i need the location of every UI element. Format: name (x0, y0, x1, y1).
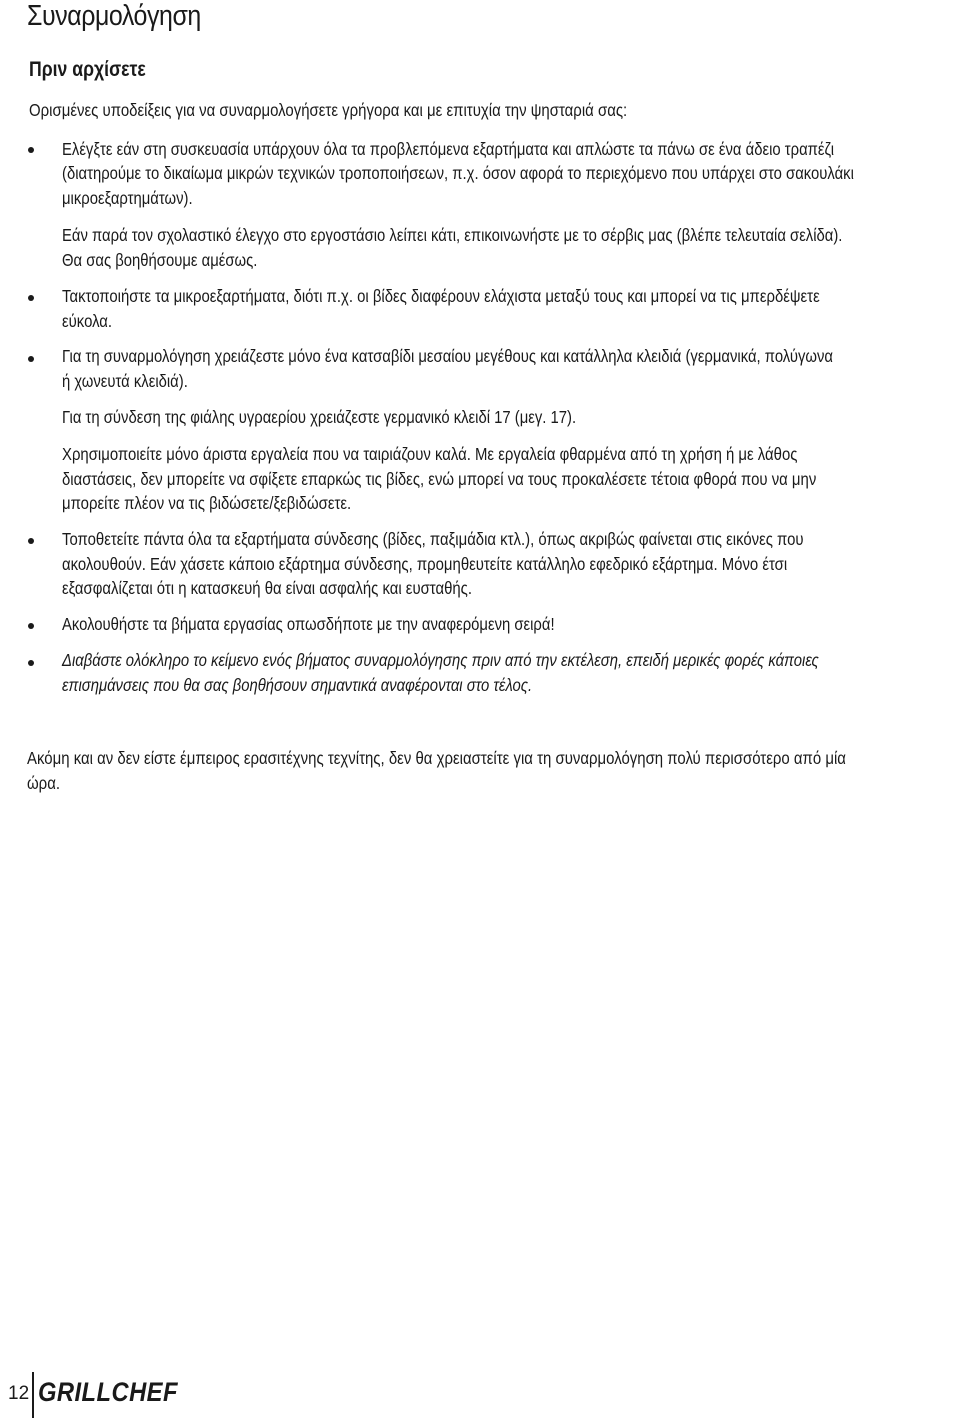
section-heading: Πριν αρχίσετε (29, 58, 146, 81)
bullet1-line3: μικροεξαρτημάτων). (62, 188, 193, 208)
intro-text: Ορισμένες υποδείξεις για να συναρμολογήσετε γρήγορα και με επιτυχία την ψησταριά σας: (29, 100, 628, 120)
bullet-dot (28, 356, 34, 362)
bullet2-line2: εύκολα. (62, 311, 113, 331)
page-title: Συναρμολόγηση (27, 0, 201, 32)
footer-divider (32, 1372, 34, 1418)
bullet1-line2: (διατηρούμε το δικαίωμα μικρών τεχνικών τροποποιήσεων, π.χ. όσον αφορά το περιεχόμενο που υπάρχει στο σακουλάκι (62, 163, 854, 183)
bullet4-line2: ακολουθούν. Εάν χάσετε κάποιο εξάρτημα σύνδεσης, προμηθευτείτε κατάλληλο εφεδρικό εξάρτημα. Μόνο έτσι (62, 554, 788, 574)
page-number: 12 (8, 1383, 30, 1404)
bullet3-note2-line1: Χρησιμοποιείτε μόνο άριστα εργαλεία που να ταιριάζουν καλά. Με εργαλεία φθαρμένα από τη χρήση ή με λάθος (62, 444, 798, 464)
bullet1-note-line1: Εάν παρά τον σχολαστικό έλεγχο στο εργοστάσιο λείπει κάτι, επικοινωνήστε με το σέρβις μας (βλέπε τελευταία σελίδα). (62, 225, 843, 245)
bullet-dot (28, 623, 34, 629)
bullet-dot (28, 147, 34, 153)
bullet3-line2: ή χωνευτά κλειδιά). (62, 371, 188, 391)
bullet3-note1: Για τη σύνδεση της φιάλης υγραερίου χρειάζεστε γερμανικό κλειδί 17 (μεγ. 17). (62, 407, 577, 427)
bullet5-text: Ακολουθήστε τα βήματα εργασίας οπωσδήποτε με την αναφερόμενη σειρά! (62, 614, 555, 634)
closing-line2: ώρα. (27, 773, 61, 793)
bullet-dot (28, 660, 34, 666)
bullet3-note2-line2: διαστάσεις, δεν μπορείτε να σφίξετε επαρκώς τις βίδες, ενώ μπορεί να τους προκαλέσετε τέτοια φθορά που να μην (62, 469, 817, 489)
bullet6-line2: επισημάνσεις που θα σας βοηθήσουν σημαντικά αναφέρονται στο τέλος. (62, 675, 533, 695)
bullet-dot (28, 295, 34, 301)
bullet1-note-line2: Θα σας βοηθήσουμε αμέσως. (62, 250, 258, 270)
bullet2-line1: Τακτοποιήστε τα μικροεξαρτήματα, διότι π.χ. οι βίδες διαφέρουν ελάχιστα μεταξύ τους και μπορεί να τις μπερδέψετε (62, 286, 820, 306)
bullet4-line1: Τοποθετείτε πάντα όλα τα εξαρτήματα σύνδεσης (βίδες, παξιμάδια κτλ.), όπως ακριβώς φαίνεται στις εικόνες που (62, 529, 804, 549)
bullet3-line1: Για τη συναρμολόγηση χρειάζεστε μόνο ένα κατσαβίδι μεσαίου μεγέθους και κατάλληλα κλειδιά (γερμανικά, πολύγωνα (62, 346, 833, 366)
brand-logo: GRILLCHEF (38, 1377, 178, 1407)
bullet3-note2-line3: μπορείτε πλέον να τις βιδώσετε/ξεβιδώσετε. (62, 493, 352, 513)
bullet6-line1: Διαβάστε ολόκληρο το κείμενο ενός βήματος συναρμολόγησης πριν από την εκτέλεση, επειδή μερικές φορές κάποιες (62, 650, 819, 670)
bullet4-line3: εξασφαλίζεται ότι η κατασκευή θα είναι ασφαλής και ευσταθής. (62, 578, 473, 598)
closing-line1: Ακόμη και αν δεν είστε έμπειρος ερασιτέχνης τεχνίτης, δεν θα χρειαστείτε για τη συναρμολόγηση πολύ περισσότερο από μία (27, 748, 846, 768)
bullet-dot (28, 538, 34, 544)
bullet1-line1: Ελέγξτε εάν στη συσκευασία υπάρχουν όλα τα προβλεπόμενα εξαρτήματα και απλώστε τα πάνω σε ένα άδειο τραπέζι (62, 139, 835, 159)
